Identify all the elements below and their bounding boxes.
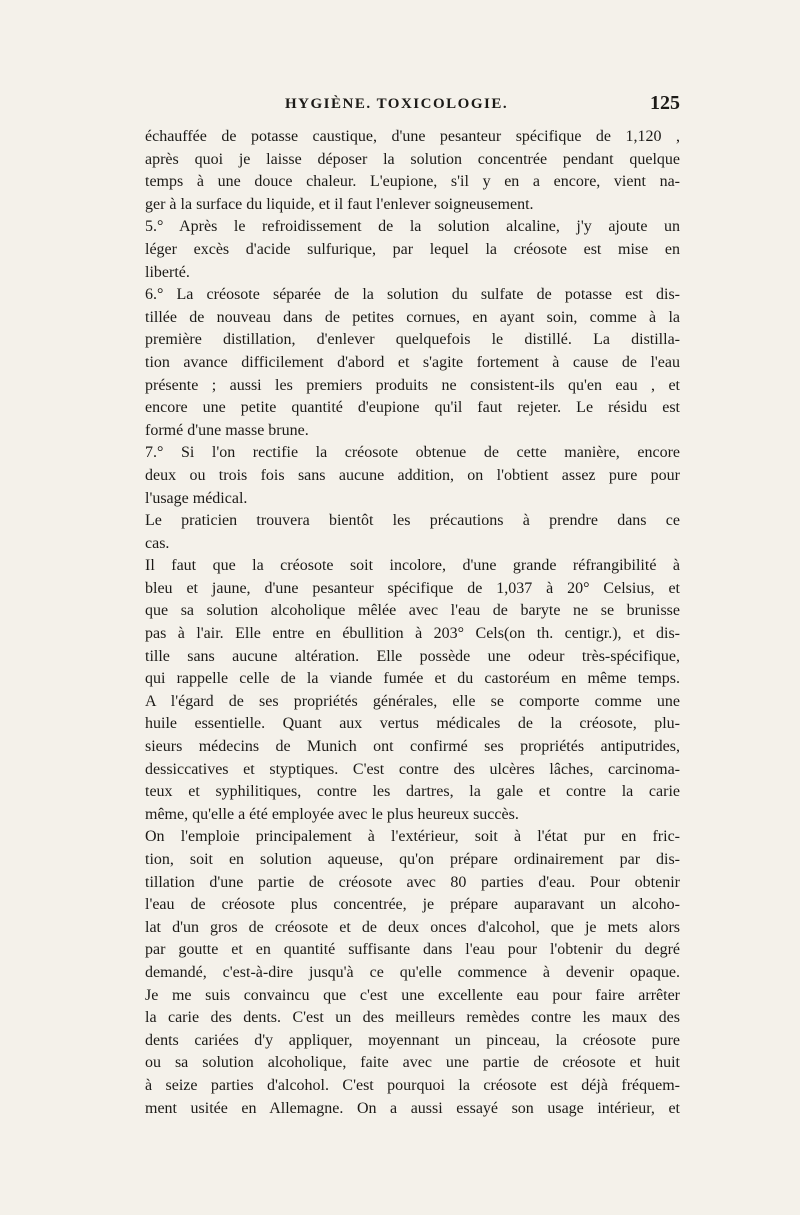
running-title: HYGIÈNE. TOXICOLOGIE. xyxy=(285,96,509,112)
text-line: encore une petite quantité d'eupione qu'il faut rejeter. Le résidu est xyxy=(145,399,680,417)
text-line: Le praticien trouvera bientôt les précautions à prendre dans ce xyxy=(145,512,680,530)
text-line: cas. xyxy=(145,534,170,552)
text-line: 5.° Après le refroidissement de la solution alcaline, j'y ajoute un xyxy=(145,218,680,236)
text-line: ment usitée en Allemagne. On a aussi essayé son usage intérieur, et xyxy=(145,1099,680,1117)
text-line: Je me suis convaincu que c'est une excellente eau pour faire arrêter xyxy=(145,986,680,1004)
text-line: sieurs médecins de Munich ont confirmé ses propriétés antiputrides, xyxy=(145,738,680,756)
text-line: formé d'une masse brune. xyxy=(145,421,309,439)
text-line: teux et syphilitiques, contre les dartres, la gale et contre la carie xyxy=(145,783,680,801)
text-line: deux ou trois fois sans aucune addition, on l'obtient assez pure pour xyxy=(145,466,680,484)
text-line: présente ; aussi les premiers produits ne consistent-ils qu'en eau , et xyxy=(145,376,680,394)
text-line: pas à l'air. Elle entre en ébullition à 203° Cels(on th. centigr.), et dis- xyxy=(145,625,680,643)
text-line: 7.° Si l'on rectifie la créosote obtenue de cette manière, encore xyxy=(145,444,680,462)
text-line: dessiccatives et styptiques. C'est contre des ulcères lâches, carcinoma- xyxy=(145,760,680,778)
text-line: temps à une douce chaleur. L'eupione, s'il y en a encore, vient na- xyxy=(145,173,680,191)
text-line: ou sa solution alcoholique, faite avec une partie de créosote et huit xyxy=(145,1054,680,1072)
text-line: qui rappelle celle de la viande fumée et du castoréum en même temps. xyxy=(145,670,680,688)
text-line: bleu et jaune, d'une pesanteur spécifique de 1,037 à 20° Celsius, et xyxy=(145,579,680,597)
text-line: A l'égard de ses propriétés générales, elle se comporte comme une xyxy=(145,692,680,710)
text-line: tillation d'une partie de créosote avec 80 parties d'eau. Pour obtenir xyxy=(145,873,680,891)
text-line: tillée de nouveau dans de petites cornues, en ayant soin, comme à la xyxy=(145,308,680,326)
text-line: que sa solution alcoholique mêlée avec l'eau de baryte ne se brunisse xyxy=(145,602,680,620)
text-line: l'usage médical. xyxy=(145,489,248,507)
text-line: tion, soit en solution aqueuse, qu'on prépare ordinairement par dis- xyxy=(145,851,680,868)
text-line: On l'emploie principalement à l'extérieur, soit à l'état pur en fric- xyxy=(145,828,680,846)
text-line: la carie des dents. C'est un des meilleurs remèdes contre les maux des xyxy=(145,1009,680,1027)
text-line: tille sans aucune altération. Elle possède une odeur très-spécifique, xyxy=(145,647,680,665)
text-line: tion avance difficilement d'abord et s'agite fortement à cause de l'eau xyxy=(145,353,680,371)
page-number: 125 xyxy=(650,92,680,114)
text-line: dents cariées d'y appliquer, moyennant un pinceau, la créosote pure xyxy=(145,1031,680,1049)
text-line: Il faut que la créosote soit incolore, d'une grande réfrangibilité à xyxy=(145,557,680,575)
text-line: première distillation, d'enlever quelquefois le distillé. La distilla- xyxy=(145,331,680,349)
text-line: liberté. xyxy=(145,263,190,281)
body-text xyxy=(145,126,680,1120)
text-line: l'eau de créosote plus concentrée, je prépare auparavant un alcoho- xyxy=(145,896,680,914)
text-line: même, qu'elle a été employée avec le plus heureux succès. xyxy=(145,805,519,823)
text-line: lat d'un gros de créosote et de deux onces d'alcohol, que je mets alors xyxy=(145,918,680,936)
page-header xyxy=(145,92,680,120)
text-line: échauffée de potasse caustique, d'une pesanteur spécifique de 1,120 , xyxy=(145,128,680,145)
text-line: ger à la surface du liquide, et il faut l'enlever soigneusement. xyxy=(145,195,534,213)
text-line: par goutte et en quantité suffisante dans l'eau pour l'obtenir du degré xyxy=(145,941,680,959)
text-line: léger excès d'acide sulfurique, par lequel la créosote est mise en xyxy=(145,240,680,258)
text-line: demandé, c'est-à-dire jusqu'à ce qu'elle commence à devenir opaque. xyxy=(145,963,680,981)
text-line: après quoi je laisse déposer la solution concentrée pendant quelque xyxy=(145,150,680,168)
text-line: à seize parties d'alcohol. C'est pourquoi la créosote est déjà fréquem- xyxy=(145,1076,680,1094)
text-line: huile essentielle. Quant aux vertus médicales de la créosote, plu- xyxy=(145,715,680,733)
text-line: 6.° La créosote séparée de la solution du sulfate de potasse est dis- xyxy=(145,286,680,304)
